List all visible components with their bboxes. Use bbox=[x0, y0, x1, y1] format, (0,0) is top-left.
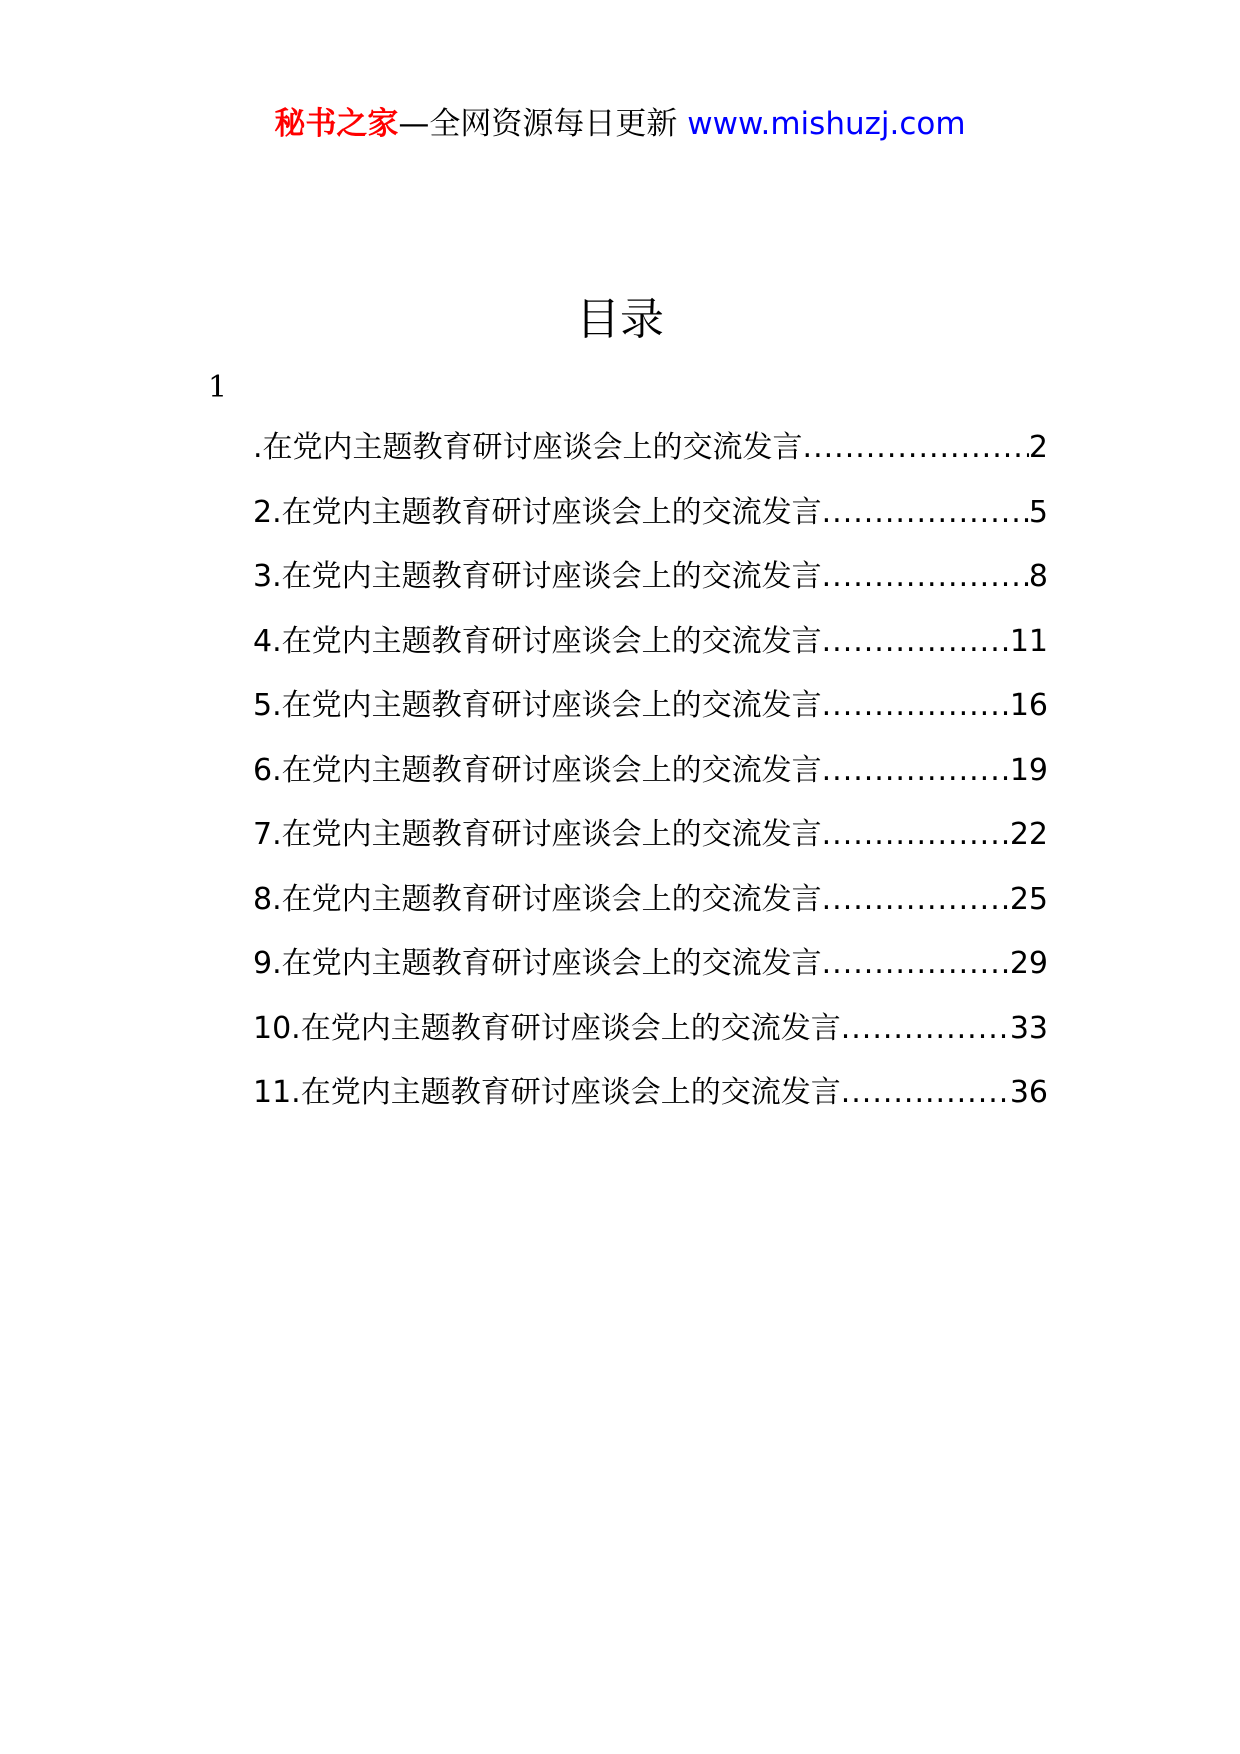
toc-dot-leader bbox=[803, 428, 1029, 468]
site-url-link[interactable]: www.mishuzj.com bbox=[687, 106, 966, 142]
toc-entry[interactable] bbox=[253, 1009, 1048, 1074]
toc-dot-leader bbox=[822, 493, 1029, 533]
brand-name: 秘书之家 bbox=[274, 106, 399, 142]
toc-entry[interactable] bbox=[253, 622, 1048, 687]
toc-entry[interactable] bbox=[253, 944, 1048, 1009]
toc-entry-page: 25 bbox=[1009, 881, 1048, 917]
toc-entry-page: 22 bbox=[1009, 817, 1048, 852]
toc-entry-label: 10.在党内主题教育研讨座谈会上的交流发言 bbox=[253, 1010, 841, 1046]
toc-entry[interactable] bbox=[253, 493, 1048, 558]
toc-entry-page: 8 bbox=[1028, 559, 1048, 594]
toc-dot-leader bbox=[822, 751, 1010, 791]
toc-dot-leader bbox=[822, 686, 1010, 726]
toc-entry-page: 19 bbox=[1009, 752, 1048, 788]
toc-entry[interactable] bbox=[253, 428, 1048, 493]
site-header bbox=[0, 104, 1240, 144]
toc-entry-page: 11 bbox=[1009, 623, 1048, 659]
toc-entry-label: 2.在党内主题教育研讨座谈会上的交流发言 bbox=[253, 494, 822, 530]
toc-entry-label: 8.在党内主题教育研讨座谈会上的交流发言 bbox=[253, 881, 822, 917]
toc-dot-leader bbox=[822, 557, 1029, 597]
toc-entry-page: 33 bbox=[1009, 1010, 1048, 1046]
toc-entry-label: .在党内主题教育研讨座谈会上的交流发言 bbox=[253, 430, 803, 465]
toc-entry-page: 29 bbox=[1009, 946, 1048, 981]
toc-dot-leader bbox=[841, 1073, 1010, 1113]
toc-entry[interactable] bbox=[253, 880, 1048, 945]
toc-dot-leader bbox=[822, 944, 1010, 984]
toc-entry[interactable] bbox=[253, 1073, 1048, 1138]
toc-dot-leader bbox=[822, 815, 1010, 855]
toc-entry-label: 7.在党内主题教育研讨座谈会上的交流发言 bbox=[253, 817, 822, 852]
toc-entry[interactable] bbox=[253, 686, 1048, 751]
toc-dot-leader bbox=[822, 880, 1010, 920]
toc-entry-label: 11.在党内主题教育研讨座谈会上的交流发言 bbox=[253, 1075, 841, 1110]
toc-entry-page: 5 bbox=[1028, 494, 1048, 530]
toc-entry-label: 6.在党内主题教育研讨座谈会上的交流发言 bbox=[253, 752, 822, 788]
page-marker: 1 bbox=[208, 370, 228, 405]
toc-entry-label: 5.在党内主题教育研讨座谈会上的交流发言 bbox=[253, 688, 822, 723]
toc-dot-leader bbox=[822, 622, 1010, 662]
toc-entry-label: 3.在党内主题教育研讨座谈会上的交流发言 bbox=[253, 559, 822, 594]
table-of-contents bbox=[253, 428, 1048, 1138]
toc-entry-page: 2 bbox=[1028, 430, 1048, 465]
toc-entry[interactable] bbox=[253, 751, 1048, 816]
toc-entry-page: 16 bbox=[1009, 688, 1048, 723]
toc-entry[interactable] bbox=[253, 815, 1048, 880]
toc-entry-label: 9.在党内主题教育研讨座谈会上的交流发言 bbox=[253, 946, 822, 981]
page-title: 目录 bbox=[576, 294, 664, 345]
toc-dot-leader bbox=[841, 1009, 1010, 1049]
toc-entry-label: 4.在党内主题教育研讨座谈会上的交流发言 bbox=[253, 623, 822, 659]
toc-entry[interactable] bbox=[253, 557, 1048, 622]
header-slogan: —全网资源每日更新 bbox=[398, 106, 678, 142]
toc-entry-page: 36 bbox=[1009, 1075, 1048, 1110]
